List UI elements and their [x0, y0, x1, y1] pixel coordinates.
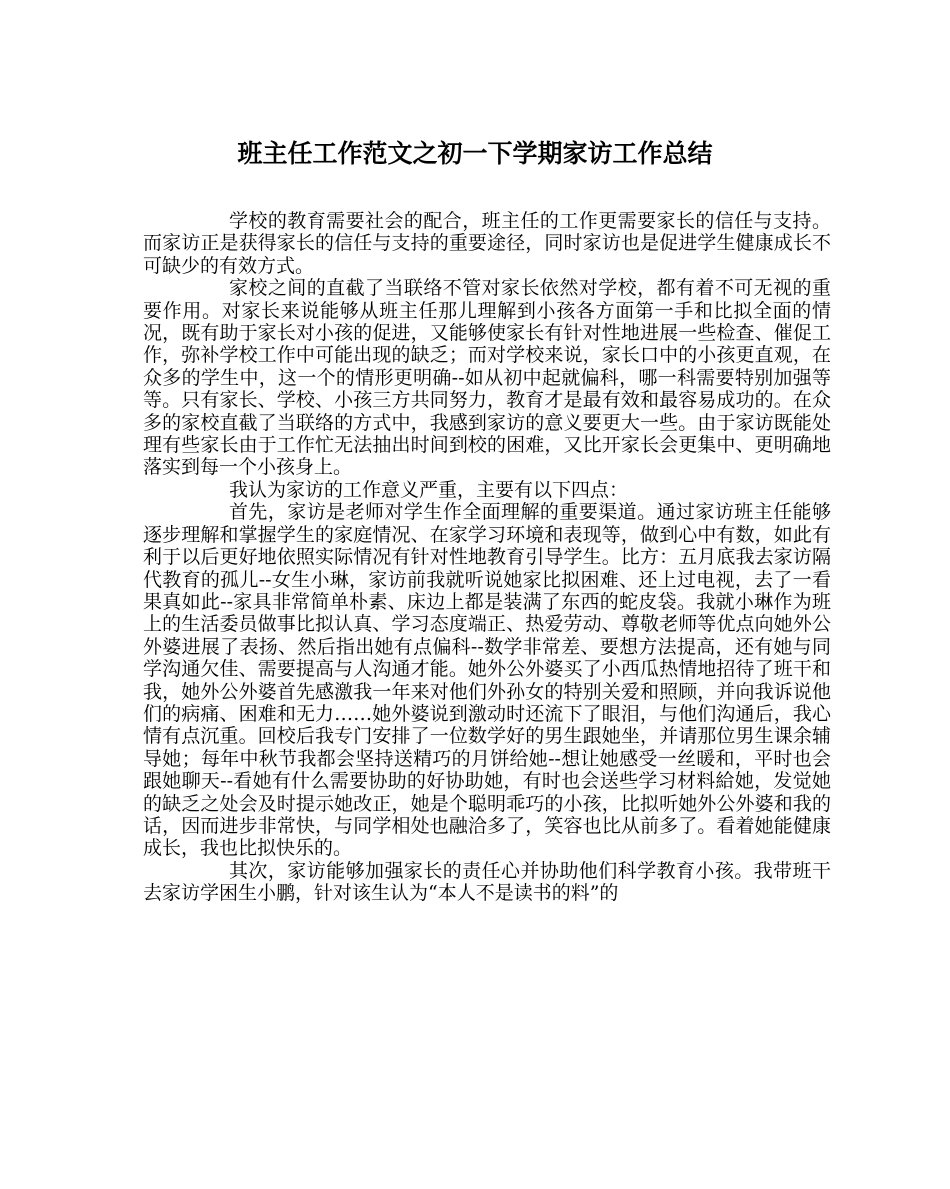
paragraph: 家校之间的直截了当联络不管对家长依然对学校，都有着不可无视的重要作用。对家长来说能够从班主任那儿理解到小孩各方面第一手和比拟全面的情况，既有助于家长对小孩的促进，又能够使家长有针对性地进展一些检查、催促工作，弥补学校工作中可能出现的缺乏；而对学校来说，家长口中的小孩更直观，在众多的学生中，这一个的情形更明确--如从初中起就偏科，哪一科需要特别加强等等。只有家长、学校、小孩三方共同努力，教育才是最有效和最容易成功的。在众多的家校直截了当联络的方式中，我感到家访的意义要更大一些。由于家访既能处理有些家长由于工作忙无法抽出时间到校的困难，又比开家长会更集中、更明确地落实到每一个小孩身上。	[143, 277, 831, 479]
paragraph: 其次，家访能够加强家长的责任心并协助他们科学教育小孩。我带班干去家访学困生小鹏，针对该生认为“本人不是读书的料”的	[143, 859, 831, 905]
document-title: 班主任工作范文之初一下学期家访工作总结	[237, 139, 713, 168]
paragraph: 我认为家访的工作意义严重，主要有以下四点：	[229, 478, 629, 501]
paragraph: 学校的教育需要社会的配合，班主任的工作更需要家长的信任与支持。而家访正是获得家长的信任与支持的重要途径，同时家访也是促进学生健康成长不可缺少的有效方式。	[143, 210, 831, 277]
paragraph: 首先，家访是老师对学生作全面理解的重要渠道。通过家访班主任能够逐步理解和掌握学生的家庭情况、在家学习环境和表现等，做到心中有数，如此有利于以后更好地依照实际情况有针对性地教育引导学生。比方：五月底我去家访隔代教育的孤儿--女生小琳，家访前我就听说她家比拟困难、还上过电视，去了一看果真如此--家具非常简单朴素、床边上都是装满了东西的蛇皮袋。我就小琳作为班上的生活委员做事比拟认真、学习态度端正、热爱劳动、尊敬老师等优点向她外公外婆进展了表扬、然后指出她有点偏科--数学非常差、要想方法提高，还有她与同学沟通欠佳、需要提高与人沟通才能。她外公外婆买了小西瓜热情地招待了班干和我，她外公外婆首先感激我一年来对他们外孙女的特别关爱和照顾，并向我诉说他们的病痛、困难和无力……她外婆说到激动时还流下了眼泪，与他们沟通后，我心情有点沉重。回校后我专门安排了一位数学好的男生跟她坐，并请那位男生课余辅导她；每年中秋节我都会坚持送精巧的月饼给她--想让她感受一丝暖和，平时也会跟她聊天--看她有什么需要协助的好协助她，有时也会送些学习材料給她，发觉她的缺乏之处会及时提示她改正，她是个聪明乖巧的小孩，比拟听她外公外婆和我的话，因而进步非常快，与同学相处也融洽多了，笑容也比从前多了。看着她能健康成长，我也比拟快乐的。	[143, 501, 831, 860]
document-body	[143, 210, 831, 905]
